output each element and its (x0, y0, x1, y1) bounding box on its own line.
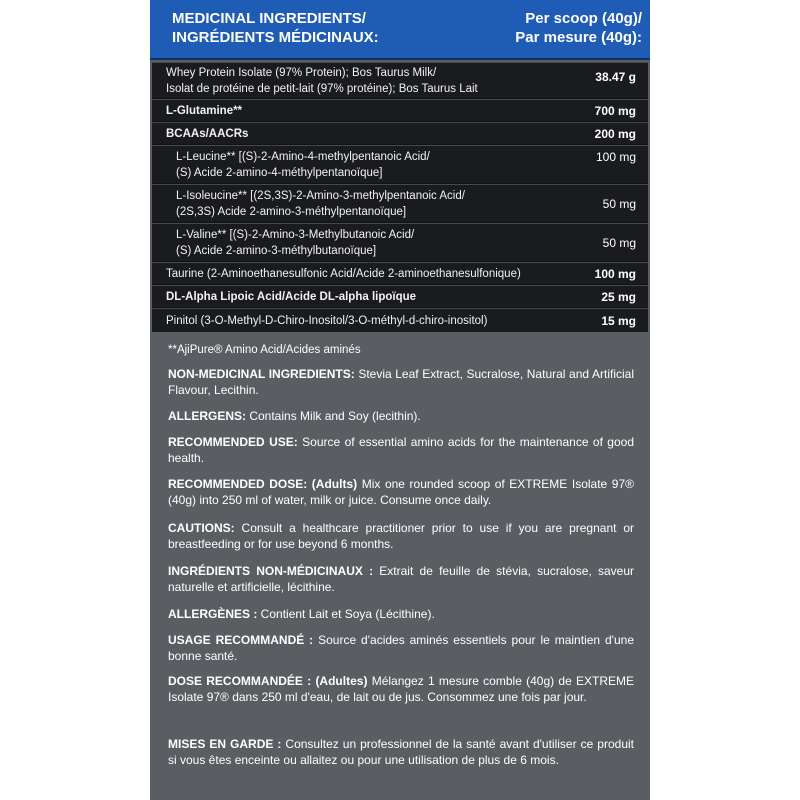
ingredient-name: BCAAs/AACRs (166, 128, 249, 140)
ingredient-amount: 15 mg (601, 314, 636, 328)
section-text: Contains Milk and Soy (lecithin). (246, 409, 421, 423)
ingredient-row (152, 62, 648, 98)
ingredient-name: Taurine (2-Aminoethanesulfonic Acid/Acide 2-aminoethanesulfonique) (166, 268, 521, 280)
ingredient-row (152, 223, 648, 261)
ingredient-amount: 100 mg (594, 267, 636, 281)
ingredient-name: DL-Alpha Lipoic Acid/Acide DL-alpha lipoïque (166, 291, 417, 303)
ingredient-row (152, 308, 648, 332)
ingredient-amount: 50 mg (602, 197, 636, 211)
ingredient-row (152, 99, 648, 121)
section-label: DOSE RECOMMANDÉE : (Adultes) (168, 674, 368, 688)
recommended-use-en (168, 434, 634, 466)
ingredient-name: L-Valine** [(S)-2-Amino-3-Methylbutanoic Acid/ (176, 229, 415, 241)
section-label: USAGE RECOMMANDÉ : (168, 633, 314, 647)
section-text: Stevia Leaf Extract, Sucralose, Natural and Artificial Flavour, Lecithin. (168, 367, 635, 397)
ingredient-name: L-Isoleucine** [(2S,3S)-2-Amino-3-methylpentanoic Acid/ (176, 190, 465, 202)
section-label: NON-MEDICINAL INGREDIENTS: (168, 367, 355, 381)
section-text: Consult a healthcare practitioner prior to use if you are pregnant or breastfeeding or for use beyond 6 months. (168, 521, 634, 551)
section-label: RECOMMENDED DOSE: (Adults) (168, 477, 358, 491)
ingredient-row (152, 145, 648, 183)
ingredient-name: L-Leucine** [(S)-2-Amino-4-methylpentanoic Acid/ (176, 151, 430, 163)
section-text: Consultez un professionnel de la santé avant d'utiliser ce produit si vous êtes enceinte ou allaitez ou pour une utilisation de plus de 6 mois. (168, 737, 634, 767)
ingredient-name: Pinitol (3-O-Methyl-D-Chiro-Inositol/3-O-méthyl-d-chiro-inositol) (166, 315, 488, 327)
nutrition-label-panel (150, 0, 650, 800)
ingredient-amount: 50 mg (602, 236, 636, 250)
ingredient-amount: 25 mg (601, 290, 636, 304)
section-text: Mix one rounded scoop of EXTREME Isolate 97® (40g) into 250 ml of water, milk or juice. Consume once daily. (168, 477, 634, 507)
header-serving-fr: Par mesure (40g): (515, 29, 642, 46)
header-title-fr: INGRÉDIENTS MÉDICINAUX: (172, 29, 379, 46)
non-medicinal-ingredients-en (168, 366, 634, 398)
allergens-en (168, 408, 634, 424)
section-label: ALLERGENS: (168, 409, 246, 423)
allergens-fr (168, 606, 634, 622)
section-text: Mélangez 1 mesure comble (40g) de EXTREME Isolate 97® dans 250 ml d'eau, de lait ou de jus. Consommez une fois par jour. (168, 674, 634, 704)
ingredient-name: L-Glutamine** (166, 105, 243, 117)
ingredient-amount: 100 mg (595, 150, 636, 164)
ingredients-table (152, 62, 648, 332)
ingredient-name-fr: Isolat de protéine de petit-lait (97% protéine); Bos Taurus Lait (166, 83, 478, 95)
section-text: Source d'acides aminés essentiels pour le maintien d'une bonne santé. (168, 633, 634, 663)
ingredient-name-fr: (S) Acide 2-amino-4-méthylpentanoïque] (176, 167, 383, 179)
ingredient-amount: 38.47 g (595, 70, 636, 84)
section-text: Source of essential amino acids for the maintenance of good health. (168, 435, 635, 465)
section-label: RECOMMENDED USE: (168, 435, 298, 449)
ingredients-header (150, 0, 650, 60)
section-label: ALLERGÈNES : (168, 607, 258, 621)
recommended-dose-fr (168, 673, 634, 705)
section-text: Extrait de feuille de stévia, sucralose, saveur naturelle et artificielle, lécithine. (168, 564, 634, 594)
recommended-use-fr (168, 632, 634, 664)
section-text: Contient Lait et Soya (Lécithine). (257, 607, 435, 621)
section-label: CAUTIONS: (168, 521, 235, 535)
amino-acid-footnote: **AjiPure® Amino Acid/Acides aminés (168, 344, 361, 356)
section-label: MISES EN GARDE : (168, 737, 282, 751)
ingredient-row (152, 262, 648, 284)
ingredient-row (152, 184, 648, 222)
header-title-en: MEDICINAL INGREDIENTS/ (172, 10, 366, 27)
non-medicinal-ingredients-fr (168, 563, 634, 595)
ingredient-amount: 700 mg (594, 104, 636, 118)
ingredient-name: Whey Protein Isolate (97% Protein); Bos Taurus Milk/ (166, 67, 437, 79)
recommended-dose-en (168, 476, 634, 508)
ingredient-row (152, 285, 648, 307)
ingredient-row (152, 122, 648, 144)
section-label: INGRÉDIENTS NON-MÉDICINAUX : (168, 564, 374, 578)
cautions-en (168, 520, 634, 552)
header-serving-en: Per scoop (40g)/ (525, 10, 642, 27)
ingredient-name-fr: (S) Acide 2-amino-3-méthylbutanoïque] (176, 245, 377, 257)
ingredient-name-fr: (2S,3S) Acide 2-amino-3-méthylpentanoïque] (176, 206, 407, 218)
cautions-fr (168, 736, 634, 768)
ingredient-amount: 200 mg (594, 127, 636, 141)
